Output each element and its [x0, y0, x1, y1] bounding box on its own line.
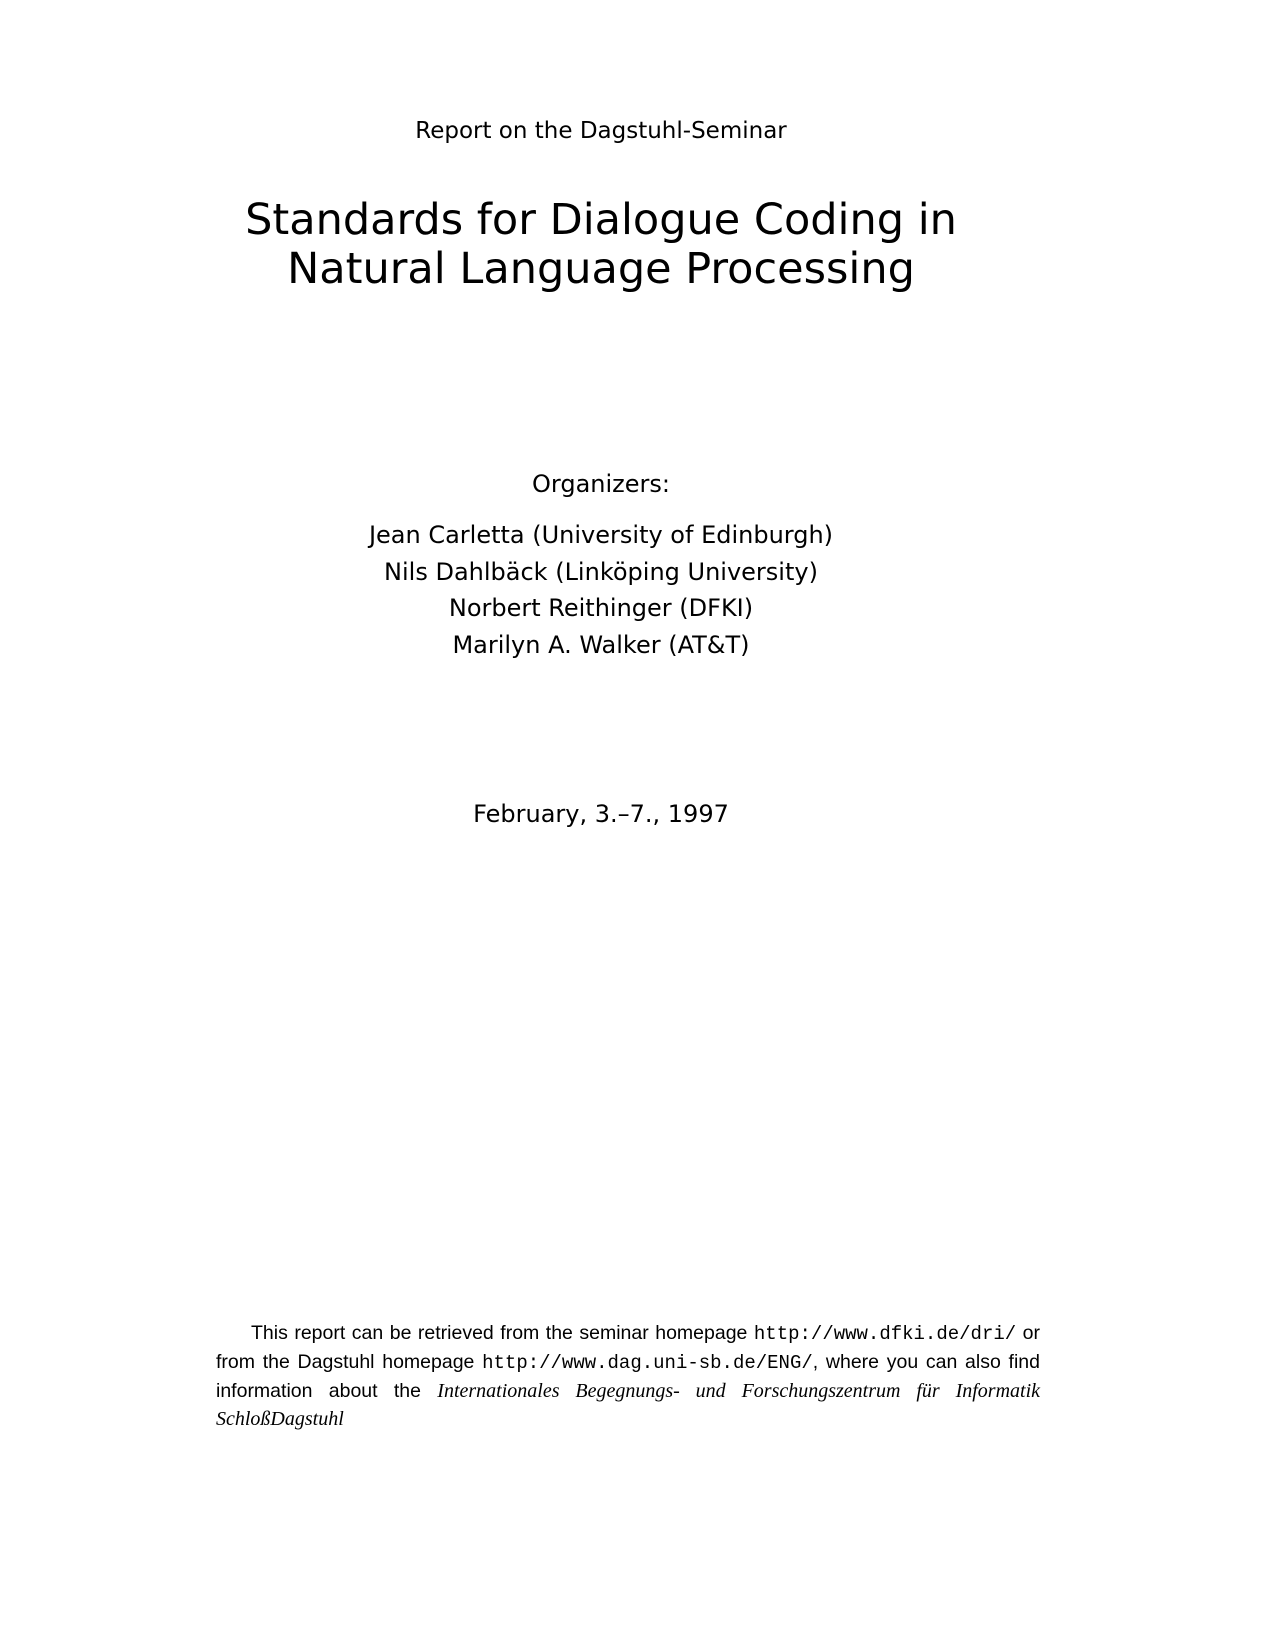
- organizers-label: Organizers:: [532, 470, 670, 498]
- seminar-date: February, 3.–7., 1997: [473, 800, 729, 828]
- dagstuhl-homepage-link[interactable]: http://www.dag.uni-sb.de/ENG/: [482, 1352, 813, 1374]
- report-subtitle: Report on the Dagstuhl-Seminar: [415, 118, 787, 144]
- organizer: Jean Carletta (University of Edinburgh): [368, 521, 834, 549]
- title-line-1: Standards for Dialogue Coding in: [245, 195, 957, 245]
- organizer: Nils Dahlbäck (Linköping University): [384, 557, 818, 586]
- retrieval-note: [216, 1319, 1040, 1433]
- organizer: Norbert Reithinger (DFKI): [448, 594, 754, 622]
- title-line-2: Natural Language Processing: [287, 244, 915, 294]
- institution-name: Internationales Begegnungs- und Forschungszentrum für Informatik SchloßDagstuhl: [216, 1380, 1040, 1430]
- seminar-homepage-link[interactable]: http://www.dfki.de/dri/: [753, 1323, 1017, 1345]
- note-text: or from the Dagstuhl homepage: [216, 1322, 1040, 1373]
- note-text: , where you can also find information about the: [216, 1351, 1040, 1402]
- note-text: This report can be retrieved from the seminar homepage: [251, 1322, 754, 1344]
- page-title: [0, 196, 1202, 294]
- organizers-list: [0, 517, 1202, 663]
- organizer: Marilyn A. Walker (AT&T): [452, 630, 750, 659]
